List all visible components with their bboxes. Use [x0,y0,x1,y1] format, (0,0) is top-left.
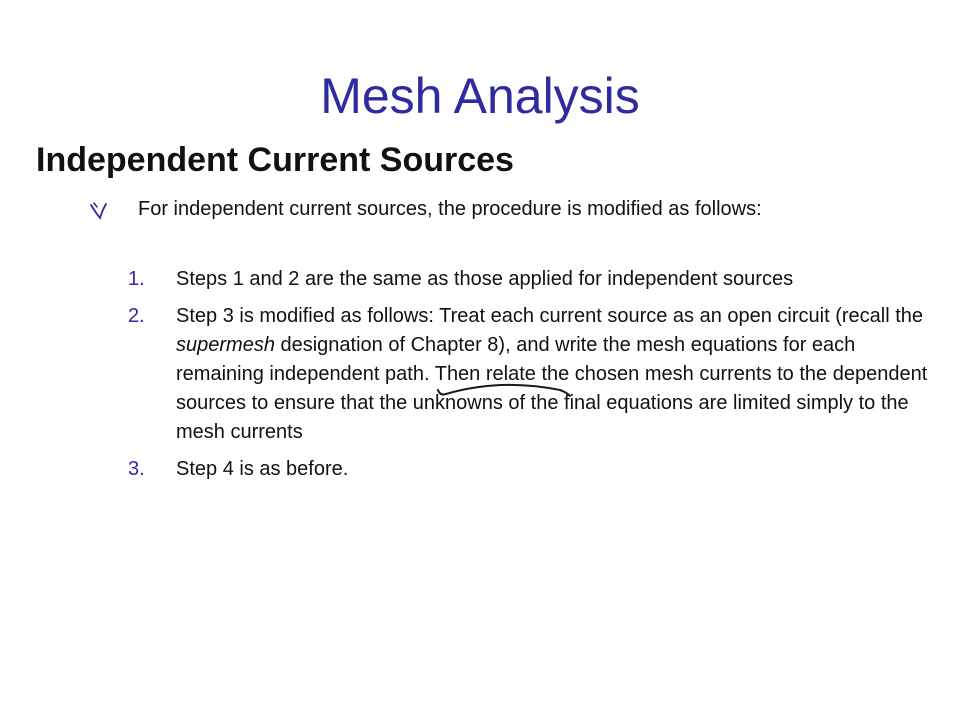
step-number: 3. [128,458,145,480]
slide-subtitle: Independent Current Sources [36,141,514,179]
step-item-2 [128,302,928,447]
step-text: Steps 1 and 2 are the same as those applied for independent sources [176,268,794,290]
steps-list [128,265,928,492]
bullet-text: For independent current sources, the procedure is modified as follows: [138,198,762,220]
step-text-before: Step 3 is modified as follows: Treat each current source as an open circuit (recall the [176,305,924,327]
step-text-after: designation of Chapter 8), and write the mesh equations for each remaining independent path. Then relate the chosen mesh currents to the dependent sources to ensure that the unknowns of the final equations are limited simply to the mesh currents [176,334,928,443]
step-text [176,302,928,447]
step-number: 1. [128,268,145,290]
step-text: Step 4 is as before. [176,458,349,480]
supermesh-emphasis: supermesh [176,334,275,356]
step-item-1 [128,265,928,294]
slide-title: Mesh Analysis [320,68,640,124]
step-item-3 [128,455,928,484]
step-number: 2. [128,305,145,327]
pencil-checkmark-icon [88,201,108,221]
